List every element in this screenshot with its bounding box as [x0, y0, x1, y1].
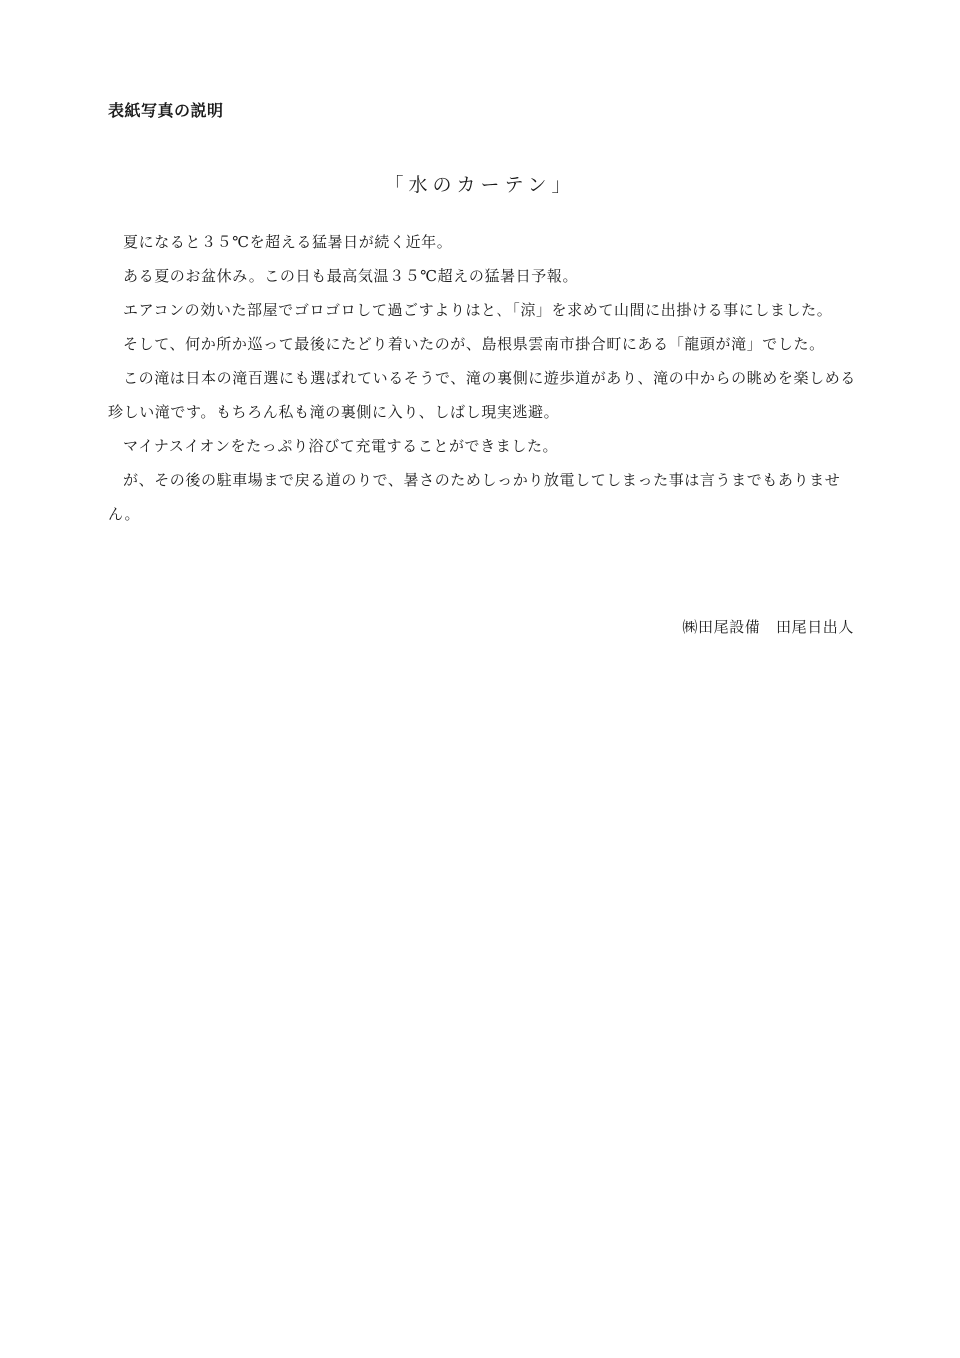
paragraph-6: マイナスイオンをたっぷり浴びて充電することができました。 — [123, 437, 559, 455]
document-title: 「水のカーテン」 — [384, 174, 576, 196]
document-body — [108, 225, 856, 531]
paragraph-3: エアコンの効いた部屋でゴロゴロして過ごすよりはと､「涼」を求めて山間に出掛ける事にしました。 — [123, 301, 833, 319]
document-heading: 表紙写真の説明 — [108, 101, 224, 120]
paragraph-5: この滝は日本の滝百選にも選ばれているそうで、滝の裏側に遊歩道があり、滝の中からの眺めを楽しめる珍しい滝です。もちろん私も滝の裏側に入り、しばし現実逃避。 — [108, 369, 856, 421]
paragraph-1: 夏になると３５℃を超える猛暑日が続く近年。 — [123, 233, 453, 251]
author-signature: ㈱田尾設備 田尾日出人 — [682, 618, 854, 636]
paragraph-2: ある夏のお盆休み。この日も最高気温３５℃超えの猛暑日予報。 — [123, 267, 579, 285]
paragraph-4: そして、何か所か巡って最後にたどり着いたのが、島根県雲南市掛合町にある「龍頭が滝」でした。 — [123, 335, 825, 353]
paragraph-7: が、その後の駐車場まで戻る道のりで、暑さのためしっかり放電してしまった事は言うまでもありません。 — [108, 471, 841, 523]
